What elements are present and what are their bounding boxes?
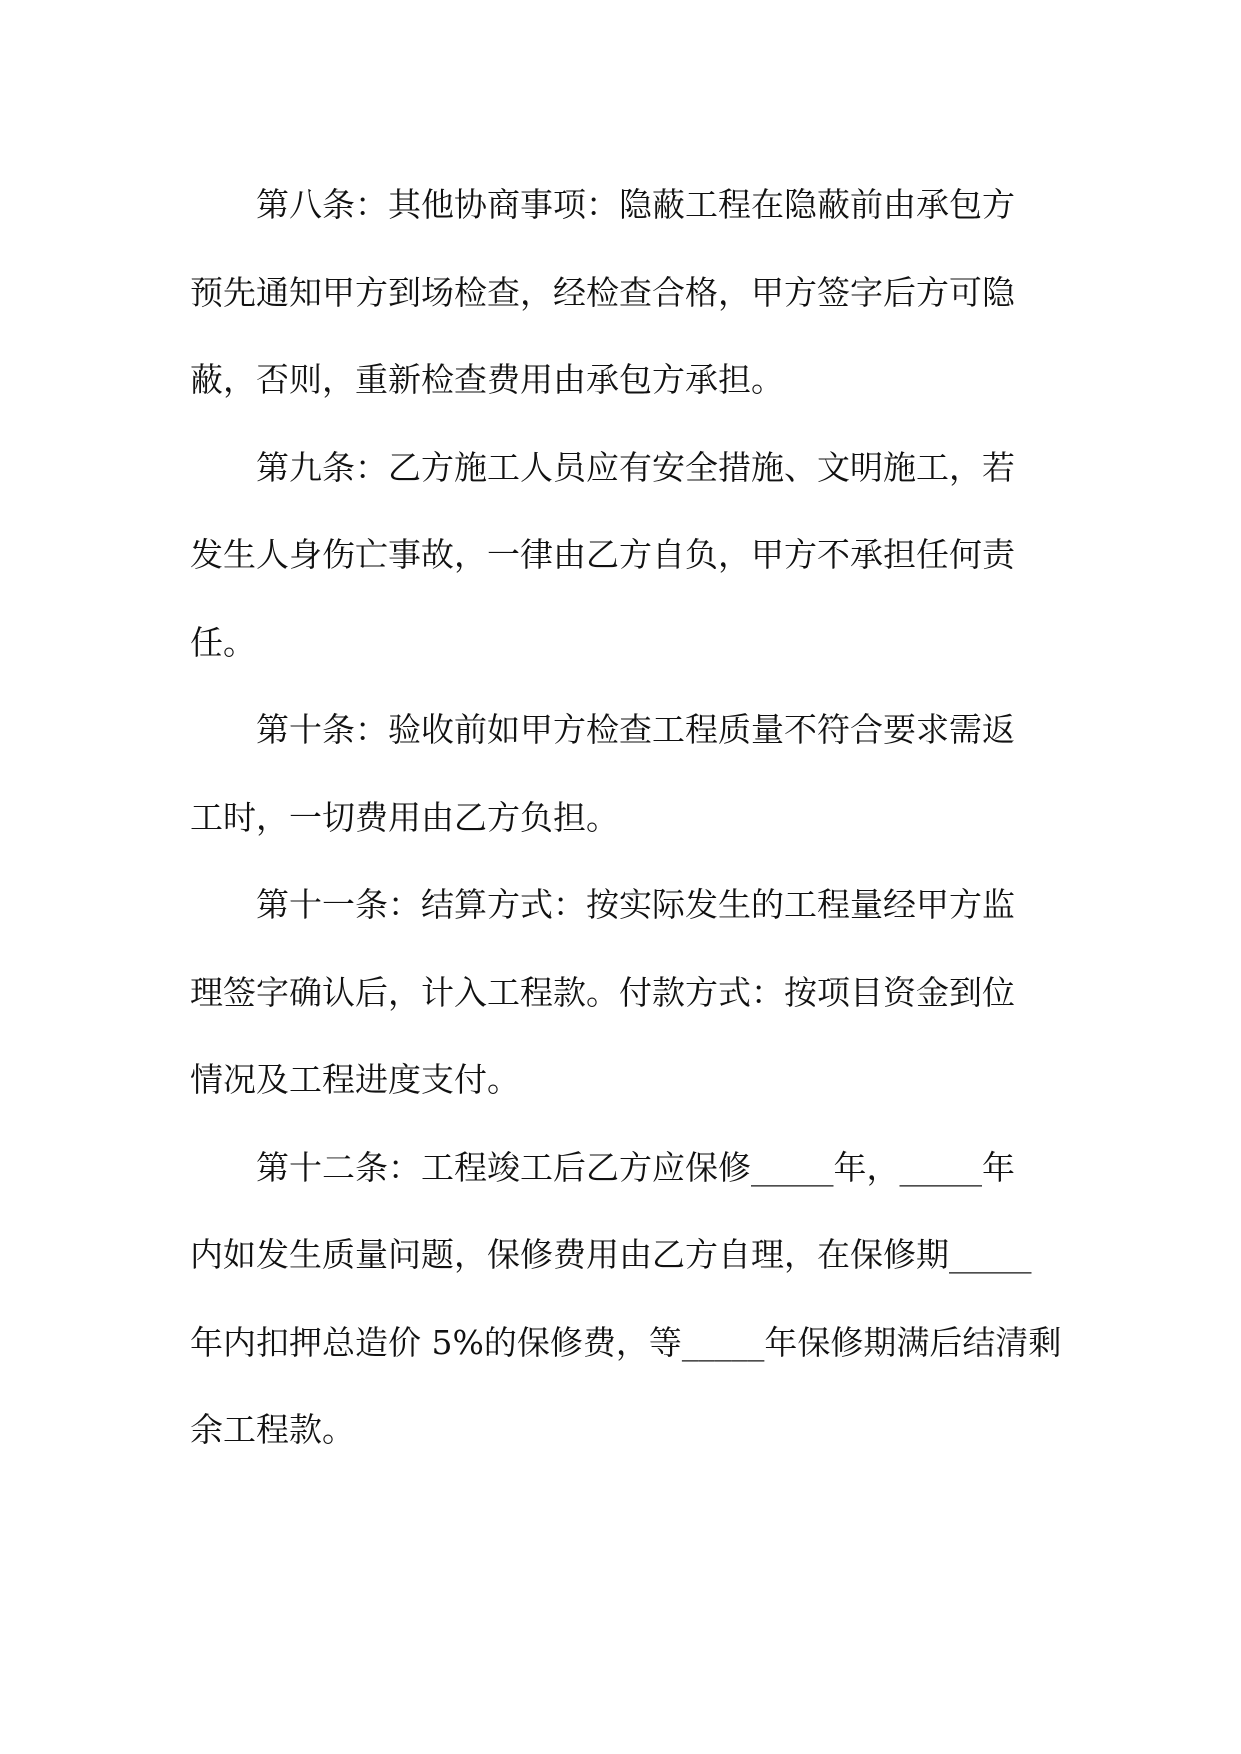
clause-11-line-2: 理签字确认后，计入工程款。付款方式：按项目资金到位 xyxy=(190,973,1015,1012)
clause-12-line-2: 内如发生质量问题，保修费用由乙方自理，在保修期_____ xyxy=(190,1235,1032,1274)
clause-9-line-1: 第九条：乙方施工人员应有安全措施、文明施工，若 xyxy=(256,448,1015,487)
clause-8-line-1: 第八条：其他协商事项：隐蔽工程在隐蔽前由承包方 xyxy=(256,185,1015,224)
clause-8-line-2: 预先通知甲方到场检查，经检查合格，甲方签字后方可隐 xyxy=(190,273,1015,312)
clause-10-line-1: 第十条：验收前如甲方检查工程质量不符合要求需返 xyxy=(256,710,1015,749)
clause-9-line-2: 发生人身伤亡事故，一律由乙方自负，甲方不承担任何责 xyxy=(190,535,1015,574)
clause-11-line-1: 第十一条：结算方式：按实际发生的工程量经甲方监 xyxy=(256,885,1015,924)
clause-10-line-2: 工时，一切费用由乙方负担。 xyxy=(190,798,619,837)
clause-11-line-3: 情况及工程进度支付。 xyxy=(190,1060,520,1099)
clause-9-line-3: 任。 xyxy=(190,623,256,662)
clause-12-line-1: 第十二条：工程竣工后乙方应保修_____年，_____年 xyxy=(256,1148,1015,1187)
clause-8-line-3: 蔽，否则，重新检查费用由承包方承担。 xyxy=(190,360,784,399)
clause-12-line-4: 余工程款。 xyxy=(190,1410,355,1449)
clause-12-line-3: 年内扣押总造价 5%的保修费，等_____年保修期满后结清剩 xyxy=(190,1323,1062,1362)
